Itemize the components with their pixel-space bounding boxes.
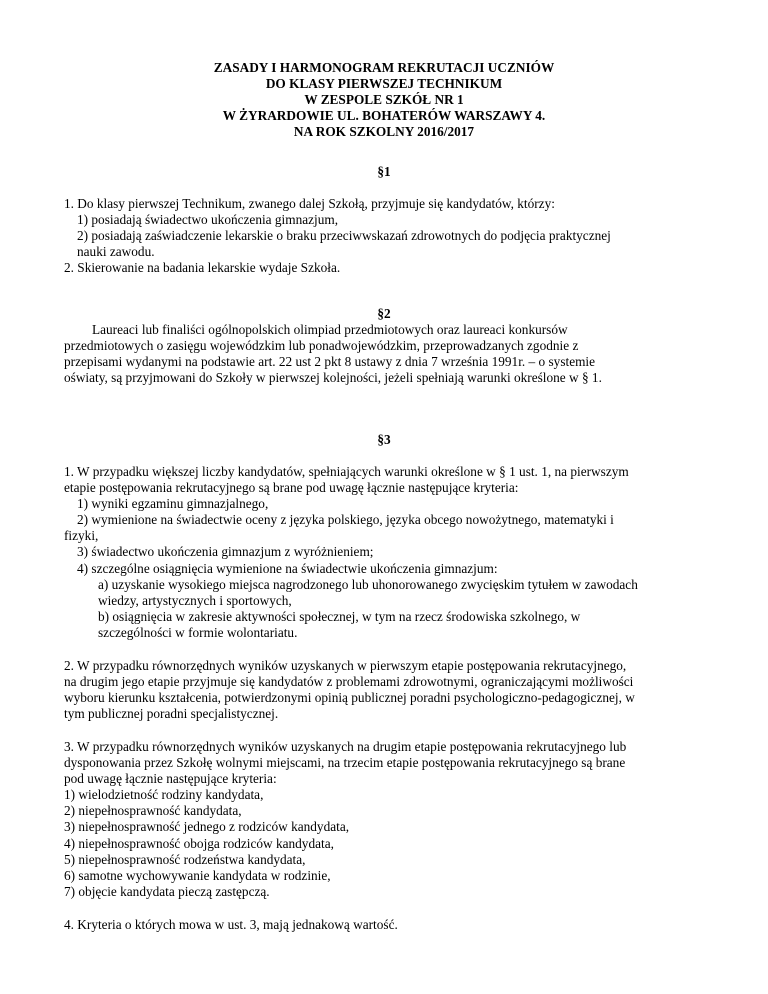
list-item: 5) niepełnosprawność rodzeństwa kandydata, xyxy=(64,851,306,867)
paragraph-line: Laureaci lub finaliści ogólnopolskich olimpiad przedmiotowych oraz laureaci konkursów xyxy=(92,322,568,337)
paragraph-line: tym publicznej poradni specjalistycznej. xyxy=(64,706,279,722)
list-item: 2) wymienione na świadectwie oceny z języka polskiego, języka obcego nowożytnego, matematyki i xyxy=(77,512,614,528)
title-line: ZASADY I HARMONOGRAM REKRUTACJI UCZNIÓW xyxy=(213,60,555,75)
section-2-heading: §2 xyxy=(377,306,391,321)
list-item-continuation: nauki zawodu. xyxy=(77,244,155,260)
list-item: 3) niepełnosprawność jednego z rodziców kandydata, xyxy=(64,819,350,835)
list-item: 2) niepełnosprawność kandydata, xyxy=(64,803,242,819)
list-item: 2) posiadają zaświadczenie lekarskie o braku przeciwwskazań zdrowotnych do podjęcia praktycznej xyxy=(77,228,611,244)
title-line: NA ROK SZKOLNY 2016/2017 xyxy=(293,124,475,140)
sub-list-item-continuation: wiedzy, artystycznych i sportowych, xyxy=(98,592,292,608)
paragraph-line: 2. W przypadku równorzędnych wyników uzyskanych w pierwszym etapie postępowania rekrutacyjnego, xyxy=(64,658,627,673)
list-item: 4) niepełnosprawność obojga rodziców kandydata, xyxy=(64,835,334,851)
section-3-paragraph-2 xyxy=(64,658,714,722)
list-item: 1) wyniki egzaminu gimnazjalnego, xyxy=(77,496,269,512)
paragraph-line: 3. W przypadku równorzędnych wyników uzyskanych na drugim etapie postępowania rekrutacyjnego lub xyxy=(64,739,627,754)
list-item: 7) objęcie kandydata pieczą zastępczą. xyxy=(64,883,270,899)
paragraph-line: oświaty, są przyjmowani do Szkoły w pierwszej kolejności, jeżeli spełniają warunki określone w § 1. xyxy=(64,370,602,386)
sub-list-item: a) uzyskanie wysokiego miejsca nagrodzonego lub uhonorowanego zwycięskim tytułem w zawodach xyxy=(98,576,638,592)
paragraph-line: pod uwagę łącznie następujące kryteria: xyxy=(64,771,277,787)
section-2-body xyxy=(64,322,714,386)
list-item: 4) szczególne osiągnięcia wymienione na świadectwie ukończenia gimnazjum: xyxy=(77,560,498,576)
section-3-paragraph-3 xyxy=(64,739,714,900)
list-item: 3) świadectwo ukończenia gimnazjum z wyróżnieniem; xyxy=(77,544,374,560)
paragraph-line: na drugim jego etapie przyjmuje się kandydatów z problemami zdrowotnymi, ograniczającymi możliwości xyxy=(64,674,634,690)
section-1-body xyxy=(64,196,714,276)
paragraph-line: 1. Do klasy pierwszej Technikum, zwanego dalej Szkołą, przyjmuje się kandydatów, którzy: xyxy=(64,196,555,211)
title-line: W ŻYRARDOWIE UL. BOHATERÓW WARSZAWY 4. xyxy=(222,108,546,124)
list-item-continuation: fizyki, xyxy=(64,528,99,544)
paragraph-line: 2. Skierowanie na badania lekarskie wydaje Szkoła. xyxy=(64,260,341,276)
list-item: 1) wielodzietność rodziny kandydata, xyxy=(64,787,264,803)
paragraph-line: przepisami wydanymi na podstawie art. 22 ust 2 pkt 8 ustawy z dnia 7 września 1991r. – o systemie xyxy=(64,354,596,370)
list-item: 6) samotne wychowywanie kandydata w rodzinie, xyxy=(64,867,331,883)
section-1-heading: §1 xyxy=(377,164,391,179)
paragraph-line: etapie postępowania rekrutacyjnego są brane pod uwagę łącznie następujące kryteria: xyxy=(64,480,519,496)
paragraph-line: wyboru kierunku kształcenia, potwierdzonymi opinią publicznej poradni psychologiczno-pedagogicznej, w xyxy=(64,690,635,706)
document-title xyxy=(0,60,768,140)
paragraph-line: przedmiotowych o zasięgu wojewódzkim lub ponadwojewódzkim, przeprowadzanych zgodnie z xyxy=(64,338,579,354)
title-line: W ZESPOLE SZKÓŁ NR 1 xyxy=(304,92,464,108)
paragraph-line: 1. W przypadku większej liczby kandydatów, spełniających warunki określone w § 1 ust. 1, na pierwszym xyxy=(64,464,629,479)
sub-list-item: b) osiągnięcia w zakresie aktywności społecznej, w tym na rzecz środowiska szkolnego, w xyxy=(98,608,581,624)
paragraph-line: dysponowania przez Szkołę wolnymi miejscami, na trzecim etapie postępowania rekrutacyjnego są brane xyxy=(64,755,626,771)
paragraph-line: 4. Kryteria o których mowa w ust. 3, mają jednakową wartość. xyxy=(64,917,398,932)
section-3-heading: §3 xyxy=(377,432,391,447)
section-3-paragraph-1 xyxy=(64,464,714,641)
sub-list-item-continuation: szczególności w formie wolontariatu. xyxy=(98,624,298,640)
title-line: DO KLASY PIERWSZEJ TECHNIKUM xyxy=(265,76,503,92)
list-item: 1) posiadają świadectwo ukończenia gimnazjum, xyxy=(77,212,339,228)
section-3-paragraph-4 xyxy=(64,917,714,933)
